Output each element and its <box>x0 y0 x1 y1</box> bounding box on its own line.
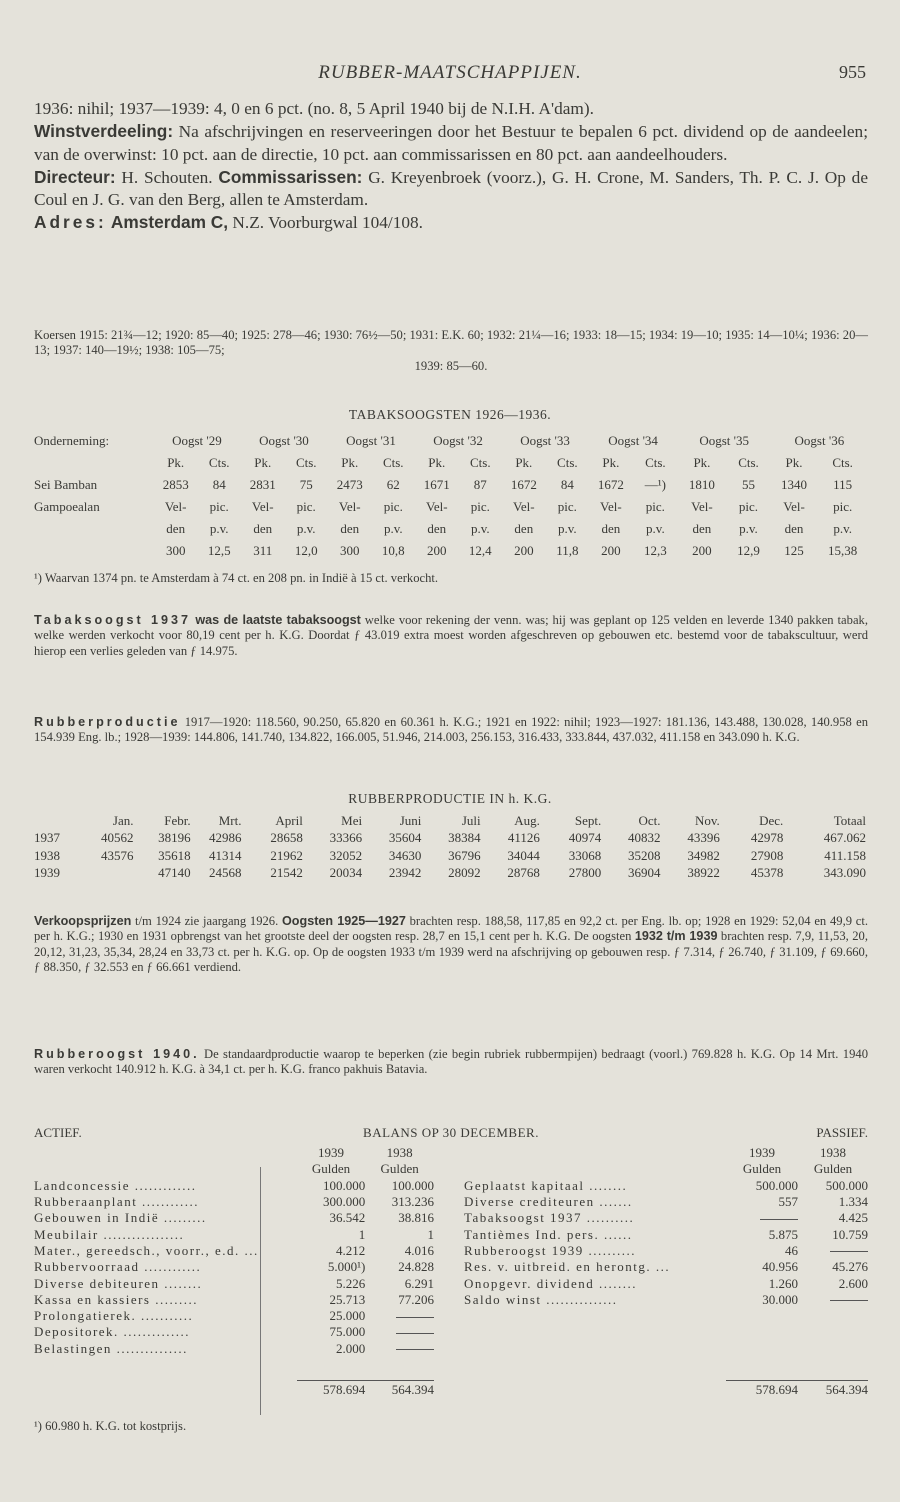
cell-pv: p.v. <box>383 521 403 536</box>
unit-header: Gulden <box>380 1161 419 1177</box>
balans-row-label: Diverse crediteuren ....... <box>464 1194 633 1210</box>
balans-row-label: Prolongatierek. ........... <box>34 1308 194 1324</box>
cell-pic: pic. <box>209 499 229 514</box>
cell: 35618 <box>158 847 191 863</box>
empty-dash <box>396 1349 434 1350</box>
balans-row-label: Mater., gereedsch., voorr., e.d. ... <box>34 1242 259 1258</box>
cell-pic: pic. <box>833 499 853 514</box>
actief-label: ACTIEF. <box>34 1125 82 1140</box>
winstverdeeling-text: Na afschrijvingen en reserveeringen door het Bestuur te bepalen 6 pct. dividend op de aandeelen; van de overwinst: 10 pct. aan de directie, 10 pct. aan commissarissen en 80 pct. aan aandeelhouders. <box>34 122 868 164</box>
balans-value: 100.000 <box>323 1177 366 1193</box>
cell: 27800 <box>568 865 602 881</box>
adres-label: Adres: <box>34 212 107 233</box>
tabak-row-gampoealan-2 <box>34 518 868 540</box>
tabaksoogst-1937-para <box>34 613 868 659</box>
empty-dash <box>760 1219 798 1220</box>
balans-value: 2.000 <box>336 1340 366 1356</box>
unit-cts: Cts. <box>295 455 317 470</box>
balans-row-label: Geplaatst kapitaal ........ <box>464 1177 628 1193</box>
cell <box>81 865 134 883</box>
cell: 1810 <box>688 477 715 492</box>
tabaksoogst-label2: was de laatste tabaksoogst <box>191 613 361 627</box>
balans-row-label: Diverse debiteuren ........ <box>34 1275 203 1291</box>
month-header: Mrt. <box>218 812 242 828</box>
balans-value: 5.000¹) <box>327 1259 366 1275</box>
cell: 38196 <box>158 830 191 846</box>
unit-header: Gulden <box>311 1161 351 1177</box>
tabak-row-gampoealan-3 <box>34 540 868 562</box>
empty-dash <box>396 1333 434 1334</box>
tabak-unit-row <box>34 452 868 474</box>
month-header: Juni <box>399 812 422 828</box>
cell-pv: p.v. <box>739 521 758 536</box>
balans-value: 557 <box>778 1194 798 1210</box>
balans-title: BALANS OP 30 DECEMBER. <box>363 1125 539 1140</box>
cell-vel: Vel- <box>512 499 535 514</box>
rubberoogst-para <box>34 1047 868 1078</box>
balans-value: 77.206 <box>398 1291 434 1307</box>
cell: 12,0 <box>294 543 318 558</box>
balans-value: 4.425 <box>838 1210 868 1226</box>
verkoop-text1: t/m 1924 zie jaargang 1926. <box>131 914 283 928</box>
balans-value: 30.000 <box>762 1291 798 1307</box>
rubber-header-row <box>34 812 866 830</box>
cell-pic: pic. <box>296 499 316 514</box>
rubberoogst-text: De standaardproductie waarop te beperken (zie begin rubriek rubbermpijen) bedraagt (voorl.) 769.828 h. K.G. Op 14 Mrt. 1940 waren verkocht 140.912 h. K.G. à 34,1 ct. per h. K.G. franco pakhuis Batavia. <box>34 1047 868 1077</box>
cell: 40974 <box>568 830 602 846</box>
tabak-row-gampoealan-1 <box>34 496 868 518</box>
month-header: Nov. <box>695 812 720 828</box>
oogst-header: Oogst '32 <box>433 433 483 448</box>
balans-value: 40.956 <box>762 1259 798 1275</box>
balans-row <box>34 1341 434 1357</box>
cell: 1672 <box>597 477 624 492</box>
cell: 200 <box>427 543 447 558</box>
unit-pk: Pk. <box>515 455 533 470</box>
balans-value: 6.291 <box>404 1275 434 1291</box>
verkoop-label2: Oogsten 1925—1927 <box>282 914 406 928</box>
cell-vel: Vel- <box>164 499 187 514</box>
cell-vel: Vel- <box>251 499 274 514</box>
month-header: Jan. <box>112 812 134 828</box>
unit-cts: Cts. <box>470 455 491 470</box>
oogst-header: Oogst '34 <box>608 433 658 448</box>
row-year: 1938 <box>34 847 60 863</box>
balans-total-row <box>464 1381 868 1398</box>
cell: 40832 <box>628 830 661 846</box>
balans-row <box>464 1226 868 1242</box>
cell-pv: p.v. <box>296 521 316 536</box>
balans-row-label: Tabaksoogst 1937 .......... <box>464 1210 635 1226</box>
tabak-title: TABAKSOOGSTEN 1926—1936. <box>348 407 552 422</box>
cell: 42986 <box>208 830 242 846</box>
cell: 62 <box>386 477 400 492</box>
cell-total: 467.062 <box>823 830 866 846</box>
balans-total: 564.394 <box>365 1381 434 1398</box>
balans-total: 564.394 <box>798 1381 868 1398</box>
balans-passief-table <box>464 1145 868 1398</box>
cell-den: den <box>784 521 804 536</box>
cell: 23942 <box>388 865 422 881</box>
cell: 35604 <box>388 830 422 846</box>
rubber-row-1939 <box>34 865 866 883</box>
cell-pic: pic. <box>557 499 577 514</box>
cell: 41314 <box>208 847 242 863</box>
adres-text: N.Z. Voorburgwal 104/108. <box>228 213 423 233</box>
cell-pv: p.v. <box>646 521 665 536</box>
balans-row <box>464 1259 868 1275</box>
page-header-title: RUBBER-MAATSCHAPPIJEN. <box>318 62 582 83</box>
balans-total: 578.694 <box>726 1381 798 1398</box>
year-header: 1938 <box>820 1145 846 1161</box>
balans-row <box>34 1178 434 1194</box>
unit-header: Gulden <box>813 1161 853 1177</box>
balans-value: 45.276 <box>832 1259 868 1275</box>
month-header: Aug. <box>514 812 540 828</box>
verkoopsprijzen-para <box>34 914 868 975</box>
balans-row <box>464 1194 868 1210</box>
cell: 200 <box>601 543 621 558</box>
tabaksoogst-label: Tabaksoogst 1937 <box>34 613 192 627</box>
cell: 21962 <box>270 847 303 863</box>
row-year: 1939 <box>34 865 60 881</box>
balans-total: 578.694 <box>297 1381 366 1398</box>
balans-row-label: Depositorek. .............. <box>34 1324 191 1340</box>
oogst-header: Oogst '36 <box>794 433 845 448</box>
tabak-table <box>34 430 868 562</box>
cell: 43576 <box>100 847 134 863</box>
commissarissen-label: Commissarissen: <box>218 166 363 187</box>
cell-den: den <box>514 521 534 536</box>
rubber-table <box>34 812 866 882</box>
balans-row <box>34 1292 434 1308</box>
month-header: April <box>275 812 303 828</box>
dividend-line: 1936: nihil; 1937—1939: 4, 0 en 6 pct. (no. 8, 5 April 1940 bij de N.I.H. A'dam). <box>34 99 594 118</box>
rubberproductie-para <box>34 715 868 746</box>
page-number: 955 <box>839 62 866 82</box>
cell: 2831 <box>249 477 276 492</box>
unit-cts: Cts. <box>645 455 666 470</box>
cell-pv: p.v. <box>833 521 852 536</box>
empty-dash <box>830 1300 868 1301</box>
rubberproductie-text: 1917—1920: 118.560, 90.250, 65.820 en 60.361 h. K.G.; 1921 en 1922: nihil; 1923—1927: 181.136, 143.488, 130.028, 140.958 en 154.939 Eng. lb.; 1928—1939: 144.806, 141.740, 134.822, 166.005, 51.946, 214.003, 256.153, 316.433, 333.844, 437.032, 411.158 en 343.090 h. K.G. <box>34 715 868 745</box>
balans-value: 1 <box>358 1226 366 1242</box>
cell: 32052 <box>329 847 363 863</box>
tabaksoogst-text: welke voor rekening der venn. was; hij was geplant op 125 velden en leverde 1340 pakken tabak, welke werden verkocht voor 80,19 cent per h. K.G. Doordat ƒ 43.019 extra moest worden afgeschreven op gebouwen etc. bestemd voor de tabakscultuur, werd hierop een verlies geleden van ƒ 14.975. <box>34 613 868 658</box>
cell-pv: p.v. <box>470 521 490 536</box>
cell: 84 <box>212 477 226 492</box>
balans-value: 10.759 <box>832 1226 868 1242</box>
cell: 36796 <box>448 847 481 863</box>
cell: 42978 <box>750 830 784 846</box>
tabak-row-sei-bamban <box>34 474 868 496</box>
cell-pv: p.v. <box>209 521 229 536</box>
balans-row <box>34 1194 434 1210</box>
month-header: Juli <box>461 812 481 828</box>
onderneming-label: Onderneming: <box>34 433 110 448</box>
balans-row-label: Rubbervoorraad ............ <box>34 1259 202 1275</box>
balans-value: 313.236 <box>391 1194 434 1210</box>
cell: 45378 <box>750 865 784 881</box>
balans-row <box>34 1324 434 1340</box>
verkoop-label: Verkoopsprijzen <box>34 914 132 928</box>
month-header: Mei <box>341 812 363 828</box>
month-header: Dec. <box>759 812 784 828</box>
cell: 15,38 <box>828 543 858 558</box>
unit-cts: Cts. <box>208 455 230 470</box>
row-year: 1937 <box>34 830 60 846</box>
balans-value: 4.212 <box>336 1242 366 1258</box>
balans-value: 24.828 <box>398 1259 434 1275</box>
cell-pic: pic. <box>470 499 490 514</box>
balans-footnote: ¹) 60.980 h. K.G. tot kostprijs. <box>34 1419 187 1433</box>
verkoop-label3: 1932 t/m 1939 <box>634 929 718 944</box>
unit-cts: Cts. <box>382 455 404 470</box>
cell: 28658 <box>270 830 303 846</box>
balans-value: 5.875 <box>768 1226 798 1242</box>
balans-value: 1.260 <box>768 1275 798 1291</box>
cell-den: den <box>340 521 360 536</box>
passief-label: PASSIEF. <box>816 1125 868 1140</box>
cell: 300 <box>340 543 360 558</box>
unit-pk: Pk. <box>785 455 803 470</box>
balans-row-label: Rubberoogst 1939 .......... <box>464 1242 636 1258</box>
cell-den: den <box>427 521 447 536</box>
cell: 12,4 <box>468 543 492 558</box>
cell: 21542 <box>270 865 303 881</box>
month-header: Oct. <box>638 812 661 828</box>
cell: 2853 <box>162 477 189 492</box>
cell-pic: pic. <box>645 499 665 514</box>
balans-row-label: Kassa en kassiers ......... <box>34 1291 198 1307</box>
directeur-text: H. Schouten. <box>115 167 219 187</box>
balans-row <box>464 1292 868 1308</box>
cell: —¹) <box>644 477 666 492</box>
row-label: Sei Bamban <box>34 477 98 492</box>
unit-cts: Cts. <box>832 455 853 470</box>
cell-den: den <box>601 521 621 536</box>
month-header: Febr. <box>164 812 191 828</box>
balans-row-label: Landconcessie ............. <box>34 1177 197 1193</box>
cell: 33068 <box>568 847 602 863</box>
oogst-header: Oogst '35 <box>699 433 750 448</box>
balans-row <box>464 1243 868 1259</box>
balans-value: 5.226 <box>336 1275 366 1291</box>
balans-value: 500.000 <box>755 1177 798 1193</box>
balans-header <box>34 1125 868 1145</box>
winstverdeeling-label: Winstverdeeling: <box>34 121 174 142</box>
cell: 43396 <box>687 830 720 846</box>
cell: 75 <box>299 477 313 492</box>
rubberproductie-label: Rubberproductie <box>34 715 181 729</box>
balans-actief-table <box>34 1145 434 1398</box>
cell-vel: Vel- <box>338 499 361 514</box>
cell: 35208 <box>628 847 661 863</box>
year-header: 1939 <box>317 1145 344 1161</box>
cell: 33366 <box>329 830 363 846</box>
balans-value: 300.000 <box>323 1194 366 1210</box>
cell-vel: Vel- <box>425 499 448 514</box>
cell-den: den <box>166 521 186 536</box>
year-header: 1939 <box>749 1145 775 1161</box>
verkoop-text3: brachten resp. 7,9, 11,53, 20, 20,12, 31,23, 35,34, 28,24 en 33,73 ct. per h. K.G. op. Op de oogsten 1933 t/m 1939 werd na afschrijving op gebouwen resp. ƒ 7.314, ƒ 26.740, ƒ 31.109, ƒ 69.660, ƒ 88.350, ƒ 32.553 en ƒ 66.661 verdiend. <box>34 929 868 974</box>
oogst-header: Oogst '29 <box>172 433 222 448</box>
cell: 115 <box>833 477 853 492</box>
cell: 12,9 <box>737 543 760 558</box>
cell-total: 343.090 <box>823 865 866 881</box>
cell: 10,8 <box>381 543 405 558</box>
cell: 27908 <box>750 847 784 863</box>
koersen-last: 1939: 85—60. <box>414 358 488 373</box>
balans-row <box>464 1178 868 1194</box>
cell: 200 <box>692 543 712 558</box>
balans-row <box>464 1275 868 1291</box>
cell: 24568 <box>208 865 242 881</box>
cell: 300 <box>165 543 186 558</box>
balans-value: 2.600 <box>838 1275 868 1291</box>
cell-total: 411.158 <box>824 847 866 863</box>
balans-row-label: Res. v. uitbreid. en herontg. ... <box>464 1259 671 1275</box>
unit-pk: Pk. <box>167 455 185 470</box>
balans-row <box>34 1259 434 1275</box>
tabak-footnote: ¹) Waarvan 1374 pn. te Amsterdam à 74 ct. en 208 pn. in Indië à 15 ct. verkocht. <box>34 571 439 585</box>
balans-value: 1 <box>427 1226 434 1242</box>
cell: 20034 <box>329 865 363 881</box>
balans-value: 25.713 <box>329 1291 366 1307</box>
unit-pk: Pk. <box>341 455 359 470</box>
balans-value: 36.542 <box>329 1210 366 1226</box>
oogst-header: Oogst '30 <box>259 433 309 448</box>
balans-divider <box>260 1167 261 1415</box>
cell-vel: Vel- <box>600 499 622 514</box>
koersen-text: Koersen 1915: 21¾—12; 1920: 85—40; 1925: 278—46; 1930: 76½—50; 1931: E.K. 60; 1932: 21¼—16; 1933: 18—15; 1934: 19—10; 1935: 14—10¼; 1936: 20—13; 1937: 140—19½; 1938: 105—75; <box>34 328 868 358</box>
cell-pv: p.v. <box>558 521 577 536</box>
balans-total-row <box>34 1381 434 1398</box>
cell: 41126 <box>507 830 540 846</box>
balans-row <box>34 1243 434 1259</box>
cell-pic: pic. <box>383 499 403 514</box>
rubber-table-title: RUBBERPRODUCTIE IN h. K.G. <box>348 791 552 806</box>
cell: 28092 <box>448 865 481 881</box>
balans-row-label: Rubberaanplant ............ <box>34 1194 200 1210</box>
cell: 47140 <box>158 865 191 881</box>
cell: 11,8 <box>556 543 579 558</box>
unit-pk: Pk. <box>254 455 272 470</box>
balans-value: 75.000 <box>329 1324 366 1340</box>
balans-value: 38.816 <box>398 1210 434 1226</box>
balans-row <box>34 1308 434 1324</box>
oogst-header: Oogst '33 <box>520 433 570 448</box>
balans-row-label: Belastingen ............... <box>34 1340 188 1356</box>
cell: 38384 <box>448 830 481 846</box>
management <box>34 166 868 212</box>
commissarissen-text: G. Kreyenbroek (voorz.), G. H. Crone, M. Sanders, Th. P. C. J. Op de Coul en J. G. van den Berg, allen te Amsterdam. <box>34 167 868 210</box>
directeur-label: Directeur: <box>34 166 116 187</box>
cell-vel: Vel- <box>691 499 713 514</box>
rubber-row-1938 <box>34 847 866 865</box>
cell: 311 <box>253 543 273 558</box>
cell: 125 <box>784 543 804 558</box>
balans-value: 25.000 <box>329 1308 366 1324</box>
empty-dash <box>396 1317 434 1318</box>
balans-row <box>34 1226 434 1242</box>
cell-pic: pic. <box>738 499 759 514</box>
balans-row <box>464 1210 868 1226</box>
cell: 12,5 <box>207 543 231 558</box>
unit-cts: Cts. <box>738 455 759 470</box>
balans-value: 500.000 <box>825 1177 868 1193</box>
balans-row <box>34 1275 434 1291</box>
balans-row-label: Tantièmes Ind. pers. ...... <box>464 1226 633 1242</box>
balans-value: 100.000 <box>391 1177 434 1193</box>
balans-row <box>34 1210 434 1226</box>
cell: 28768 <box>507 865 540 881</box>
balans-value: 1.334 <box>838 1194 868 1210</box>
unit-header: Gulden <box>742 1161 782 1177</box>
cell: 1671 <box>423 477 450 492</box>
unit-cts: Cts. <box>557 455 578 470</box>
tabak-header-row <box>34 430 868 452</box>
cell-vel: Vel- <box>783 499 805 514</box>
empty-dash <box>830 1251 868 1252</box>
unit-pk: Pk. <box>602 455 620 470</box>
row-label: Gampoealan <box>34 499 100 514</box>
balans-value: 46 <box>785 1242 798 1258</box>
cell: 40562 <box>100 830 134 846</box>
winstverdeeling <box>34 120 868 166</box>
year-header: 1938 <box>386 1145 413 1161</box>
balans <box>34 1125 868 1397</box>
cell: 34982 <box>687 847 720 863</box>
balans-row-label: Gebouwen in Indië ......... <box>34 1210 207 1226</box>
cell: 200 <box>514 543 534 558</box>
koersen <box>34 328 868 374</box>
cell: 84 <box>560 477 574 492</box>
company-info <box>34 98 868 235</box>
cell: 38922 <box>687 865 720 881</box>
balans-row-label: Saldo winst ............... <box>464 1291 618 1307</box>
cell: 55 <box>741 477 755 492</box>
cell: 87 <box>473 477 487 492</box>
verkoop-text2: brachten resp. 188,58, 117,85 en 92,2 ct. per Eng. lb. op; 1928 en 1929: 52,04 en 49,9 ct. per h. K.G.; 1930 en 1931 opbrengst van het grootste deel der oogsten resp. 28,7 en 15,1 cent per h. K.G. De oogsten <box>34 914 869 944</box>
cell: 2473 <box>336 477 363 492</box>
adres-city: Amsterdam C, <box>106 212 229 233</box>
cell-den: den <box>253 521 273 536</box>
oogst-header: Oogst '31 <box>346 433 396 448</box>
balans-row-label: Meubilair ................. <box>34 1226 185 1242</box>
cell: 34044 <box>507 847 540 863</box>
month-header: Sept. <box>574 812 602 828</box>
address <box>34 211 868 234</box>
balans-row-label: Onopgevr. dividend ........ <box>464 1275 638 1291</box>
unit-pk: Pk. <box>693 455 711 470</box>
cell: 34630 <box>388 847 422 863</box>
cell: 1672 <box>510 477 537 492</box>
month-header: Totaal <box>833 812 866 828</box>
cell: 12,3 <box>644 543 667 558</box>
rubberoogst-label: Rubberoogst 1940. <box>34 1047 200 1061</box>
cell: 36904 <box>628 865 661 881</box>
balans-value: 4.016 <box>404 1242 434 1258</box>
rubber-row-1937 <box>34 830 866 848</box>
cell-den: den <box>692 521 712 536</box>
cell: 1340 <box>781 477 808 492</box>
unit-pk: Pk. <box>428 455 446 470</box>
